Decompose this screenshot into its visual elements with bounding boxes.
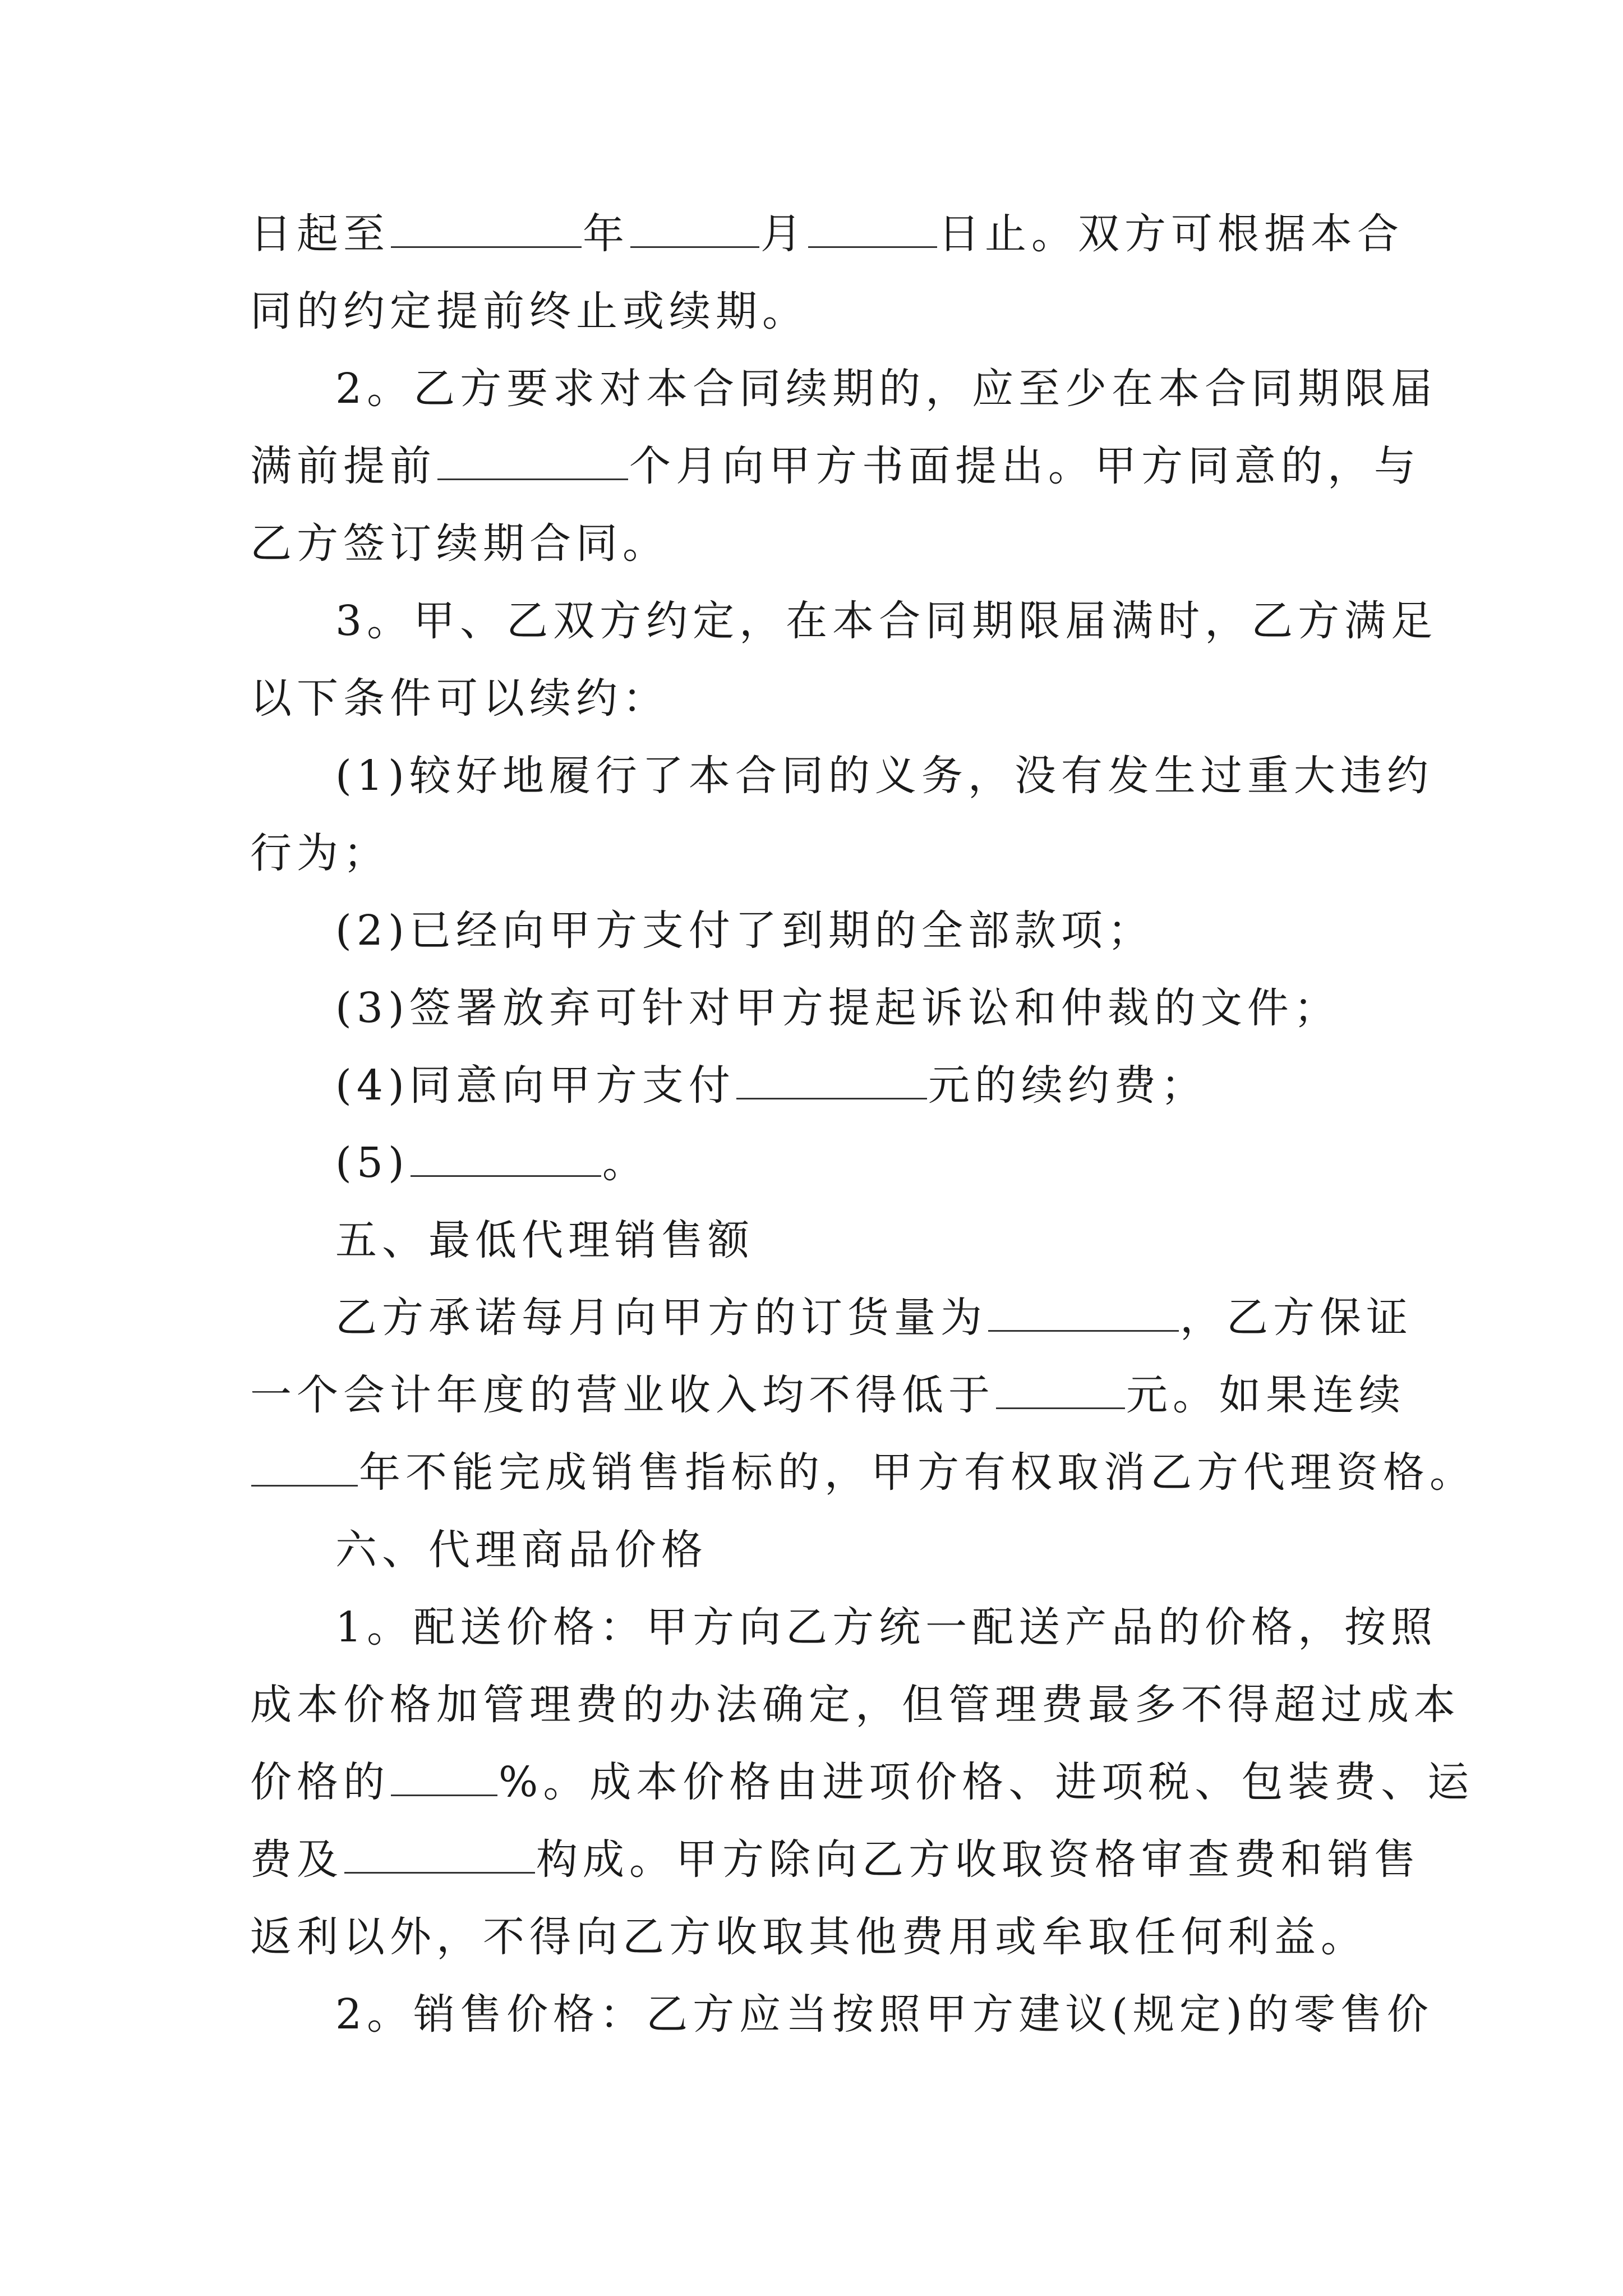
text-line <box>250 1898 1405 1976</box>
text-line <box>250 1279 1413 1356</box>
text-line <box>250 1743 1474 1821</box>
text-line <box>250 969 1405 1047</box>
text-line <box>250 427 1421 505</box>
text-segment: 成本价格加管理费的办法确定，但管理费最多不得超过成本 <box>250 1681 1460 1729</box>
text-line <box>250 505 1405 582</box>
text-segment: 行为； <box>250 829 390 877</box>
fill-in-blank <box>996 1373 1125 1409</box>
text-segment: 以下条件可以续约： <box>250 674 669 723</box>
text-segment: 2。乙方要求对本合同续期的，应至少在本合同期限届 <box>335 365 1438 413</box>
text-line <box>250 273 1405 350</box>
text-line <box>250 1821 1421 1898</box>
text-segment: %。成本价格由进项价格、进项税、包装费、运 <box>499 1758 1474 1806</box>
section-heading <box>250 1511 1405 1589</box>
fill-in-blank <box>391 211 582 248</box>
fill-in-blank <box>808 211 937 248</box>
text-segment: 同的约定提前终止或续期。 <box>250 287 809 335</box>
text-line <box>250 195 1405 273</box>
fill-in-blank <box>736 1063 927 1099</box>
text-segment: 满前提前 <box>250 442 436 490</box>
text-line <box>250 815 1405 892</box>
text-line <box>250 1047 1405 1124</box>
text-segment: (4)同意向甲方支付 <box>335 1061 735 1110</box>
text-segment: 费及 <box>250 1835 343 1884</box>
text-segment: 元的续约费； <box>928 1061 1207 1110</box>
document-page <box>250 195 1476 2053</box>
text-segment: 六、代理商品价格 <box>335 1526 708 1574</box>
text-segment: 月 <box>760 210 807 258</box>
text-segment: 五、最低代理销售额 <box>335 1216 754 1264</box>
text-line <box>250 1356 1405 1434</box>
text-segment: 年不能完成销售指标的，甲方有权取消乙方代理资格。 <box>359 1448 1476 1497</box>
text-segment: 。 <box>602 1139 649 1187</box>
fill-in-blank <box>344 1837 535 1874</box>
fill-in-blank <box>630 211 759 248</box>
text-segment: 2。销售价格：乙方应当按照甲方建议(规定)的零售价 <box>335 1990 1433 2039</box>
text-segment: 价格的 <box>250 1758 390 1806</box>
text-line <box>250 1124 1405 1202</box>
text-line <box>250 660 1405 737</box>
text-line <box>250 1666 1460 1743</box>
text-segment: 构成。甲方除向乙方收取资格审查费和销售 <box>536 1835 1421 1884</box>
text-segment: 3。甲、乙双方约定，在本合同期限届满时，乙方满足 <box>335 597 1438 645</box>
text-segment: 乙方承诺每月向甲方的订货量为 <box>335 1294 987 1342</box>
text-segment: (3)签署放弃可针对甲方提起诉讼和仲裁的文件； <box>335 984 1340 1032</box>
text-segment: (2)已经向甲方支付了到期的全部款项； <box>335 907 1154 955</box>
fill-in-blank <box>391 1760 497 1796</box>
fill-in-blank <box>437 444 628 480</box>
fill-in-blank <box>251 1450 358 1487</box>
text-segment: 返利以外，不得向乙方收取其他费用或牟取任何利益。 <box>250 1913 1367 1961</box>
text-segment: 个月向甲方书面提出。甲方同意的，与 <box>629 442 1421 490</box>
fill-in-blank <box>988 1295 1179 1332</box>
section-heading <box>250 1202 1405 1279</box>
text-segment: (5) <box>335 1139 409 1187</box>
text-line <box>250 1976 1433 2053</box>
text-segment: 元。如果连续 <box>1126 1371 1405 1419</box>
text-line <box>250 737 1433 815</box>
text-line <box>250 582 1438 660</box>
text-segment: 1。配送价格：甲方向乙方统一配送产品的价格，按照 <box>335 1603 1438 1651</box>
text-segment: (1)较好地履行了本合同的义务，没有发生过重大违约 <box>335 752 1433 800</box>
text-segment: 乙方签订续期合同。 <box>250 519 669 568</box>
text-segment: 日止。双方可根据本合 <box>938 210 1404 258</box>
text-line <box>250 1589 1438 1666</box>
text-line <box>250 1434 1476 1511</box>
text-segment: 年 <box>583 210 629 258</box>
text-segment: 日起至 <box>250 210 390 258</box>
text-line <box>250 350 1438 427</box>
text-segment: ，乙方保证 <box>1180 1294 1413 1342</box>
text-segment: 一个会计年度的营业收入均不得低于 <box>250 1371 995 1419</box>
text-line <box>250 892 1405 969</box>
fill-in-blank <box>411 1140 601 1177</box>
